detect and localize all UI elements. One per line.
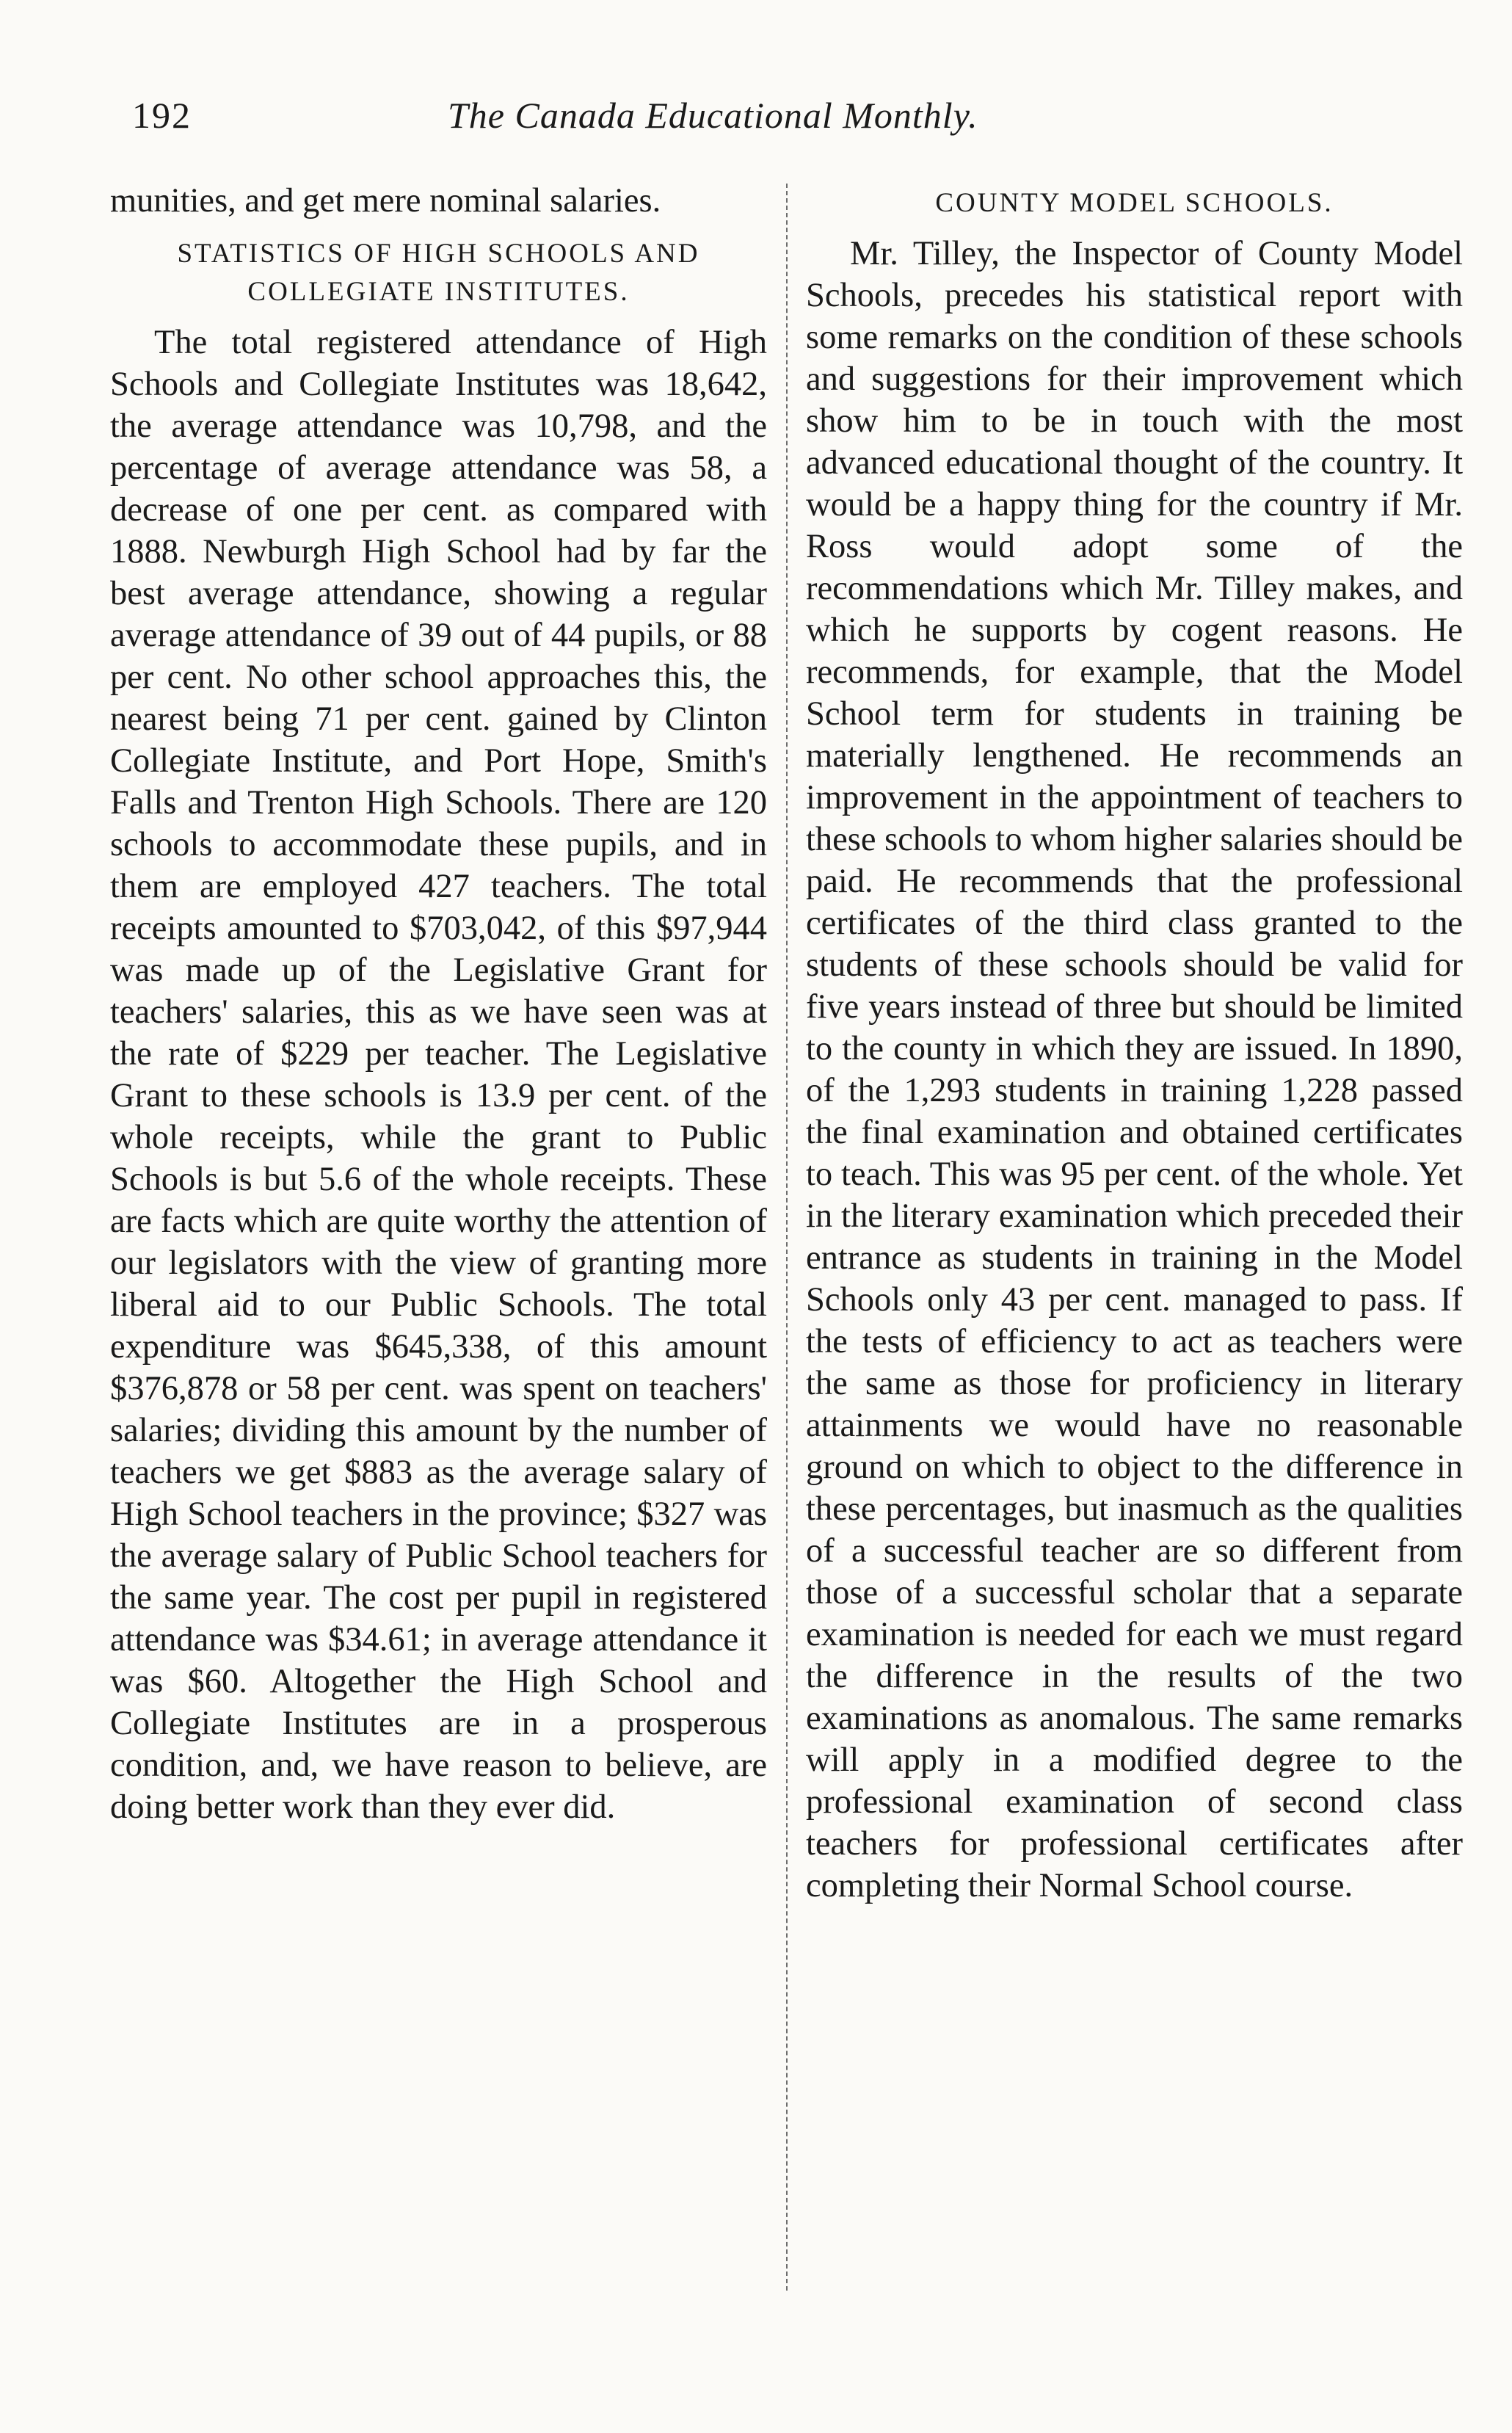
running-title: The Canada Educational Monthly. xyxy=(448,95,978,136)
left-column xyxy=(110,180,767,1828)
body-paragraph-model-schools: Mr. Tilley, the Inspector of County Model Schools, precedes his statistical report with some remarks on the condition of these schools and suggestions for their improvement which show him to be in touch with the most advanced educational thought of the country. It would be a happy thing for the country if Mr. Ross would adopt some of the recommendations which Mr. Tilley makes, and which he supports by cogent reasons. He recommends, for example, that the Model School term for students in training be materially lengthened. He recommends an improvement in the appointment of teachers to these schools to whom higher salaries should be paid. He recommends that the professional certificates of the third class granted to the students of these schools should be valid for five years instead of three but should be limited to the county in which they are issued. In 1890, of the 1,293 students in training 1,228 passed the final examination and obtained certificates to teach. This was 95 per cent. of the whole. Yet in the literary examination which preceded their entrance as students in training in the Model Schools only 43 per cent. managed to pass. If the tests of efficiency to act as teachers were the same as those for proficiency in literary attainments we would have no reasonable ground on which to object to the difference in these percentages, but inasmuch as the qualities of a successful teacher are so different from those of a successful scholar that a separate examination is needed for each we must regard the difference in the results of the two examinations as anomalous. The same remarks will apply in a modified degree to the professional examination of second class teachers for professional certificates after completing their Normal School course. xyxy=(806,235,1463,1904)
page-number: 192 xyxy=(132,95,192,136)
section-heading-high-schools: STATISTICS OF HIGH SCHOOLS AND COLLEGIATE INSTITUTES. xyxy=(177,239,700,307)
section-heading-model-schools: COUNTY MODEL SCHOOLS. xyxy=(935,188,1334,218)
body-paragraph-high-schools: The total registered attendance of High Schools and Collegiate Institutes was 18,642, the average attendance was 10,798, and the percentage of average attendance was 58, a decrease of one per cent. as compared with 1888. Newburgh High School had by far the best average attendance, showing a regular average attendance of 39 out of 44 pupils, or 88 per cent. No other school approaches this, the nearest being 71 per cent. gained by Clinton Collegiate Institute, and Port Hope, Smith's Falls and Trenton High Schools. There are 120 schools to accommodate these pupils, and in them are employed 427 teachers. The total receipts amounted to $703,042, of this $97,944 was made up of the Legislative Grant for teachers' salaries, this as we have seen was at the rate of $229 per teacher. The Legislative Grant to these schools is 13.9 per cent. of the whole receipts, while the grant to Public Schools is but 5.6 of the whole receipts. These are facts which are quite worthy the attention of our legislators with the view of granting more liberal aid to our Public Schools. The total expenditure was $645,338, of this amount $376,878 or 58 per cent. was spent on teachers' salaries; dividing this amount by the number of teachers we get $883 as the average salary of High School teachers in the province; $327 was the average salary of Public School teachers for the same year. The cost per pupil in registered attendance was $34.61; in average attendance it was $60. Altogether the High School and Collegiate Institutes are in a prosperous condition, and, we have reason to believe, are doing better work than they ever did. xyxy=(110,324,767,1826)
page-header xyxy=(132,94,1380,153)
right-column xyxy=(806,180,1463,1907)
continuation-text: munities, and get mere nominal salaries. xyxy=(110,182,661,220)
column-divider xyxy=(786,184,788,2291)
